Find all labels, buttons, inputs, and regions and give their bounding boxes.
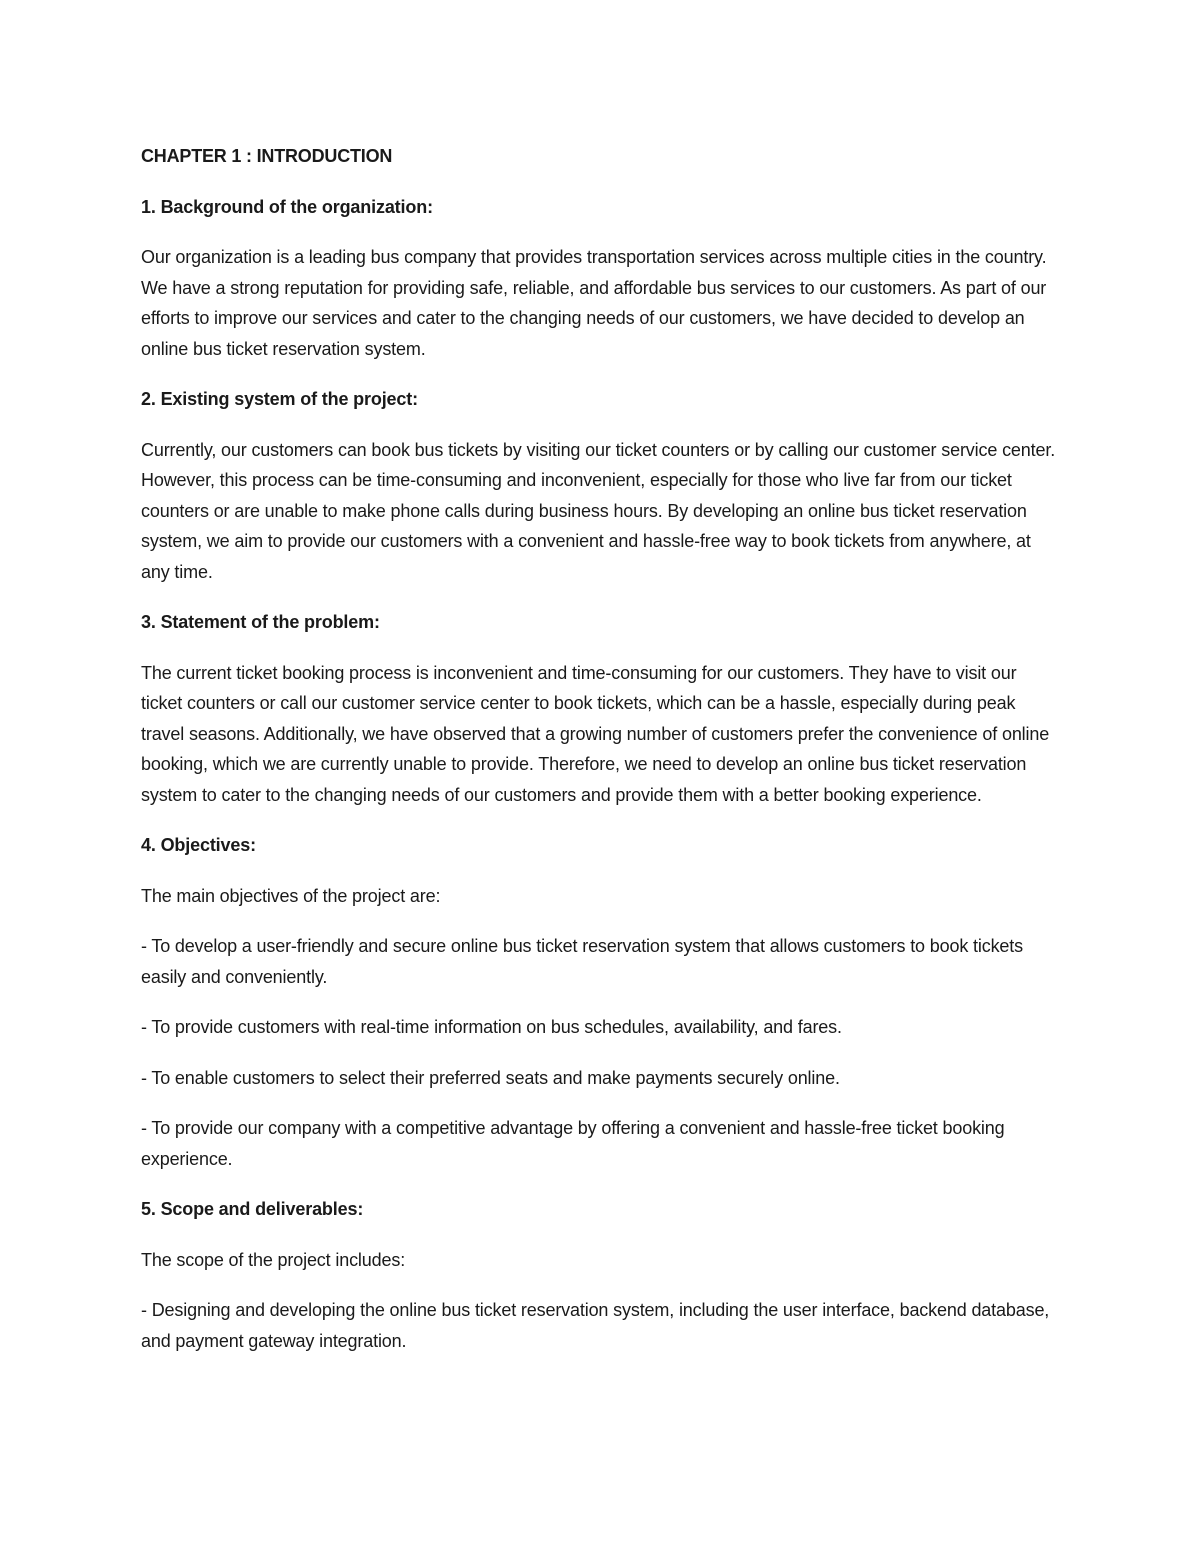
objective-item: - To provide our company with a competitive advantage by offering a convenient and hassle-free ticket booking experience. [141, 1118, 1005, 1169]
objective-item: - To develop a user-friendly and secure online bus ticket reservation system that allows customers to book tickets easily and conveniently. [141, 936, 1023, 987]
paragraph-scope-intro: The scope of the project includes: [141, 1249, 406, 1270]
paragraph-existing-system: Currently, our customers can book bus tickets by visiting our ticket counters or by calling our customer service center. However, this process can be time-consuming and inconvenient, especially for those who live far from our ticket counters or are unable to make phone calls during business hours. By developing an online bus ticket reservation system, we aim to provide our customers with a convenient and hassle-free way to book tickets from anywhere, at any time. [141, 439, 1056, 582]
paragraph-objectives-intro: The main objectives of the project are: [141, 885, 441, 906]
section-heading-objectives: 4. Objectives: [141, 835, 256, 855]
objective-item: - To provide customers with real-time information on bus schedules, availability, and fares. [141, 1017, 842, 1037]
section-heading-problem-statement: 3. Statement of the problem: [141, 612, 380, 632]
document-body [141, 141, 1061, 1376]
scope-item: - Designing and developing the online bus ticket reservation system, including the user interface, backend database, and payment gateway integration. [141, 1300, 1050, 1351]
section-heading-existing-system: 2. Existing system of the project: [141, 389, 418, 409]
paragraph-background: Our organization is a leading bus company that provides transportation services across multiple cities in the country. We have a strong reputation for providing safe, reliable, and affordable bus services to our customers. As part of our efforts to improve our services and cater to the changing needs of our customers, we have decided to develop an online bus ticket reservation system. [141, 247, 1047, 359]
paragraph-problem-statement: The current ticket booking process is inconvenient and time-consuming for our customers. They have to visit our ticket counters or call our customer service center to book tickets, which can be a hassle, especially during peak travel seasons. Additionally, we have observed that a growing number of customers prefer the convenience of online booking, which we are currently unable to provide. Therefore, we need to develop an online bus ticket reservation system to cater to the changing needs of our customers and provide them with a better booking experience. [141, 662, 1050, 805]
objective-item: - To enable customers to select their preferred seats and make payments securely online. [141, 1067, 840, 1088]
section-heading-scope: 5. Scope and deliverables: [141, 1199, 364, 1219]
section-heading-background: 1. Background of the organization: [141, 196, 433, 217]
chapter-title: CHAPTER 1 : INTRODUCTION [141, 146, 393, 166]
